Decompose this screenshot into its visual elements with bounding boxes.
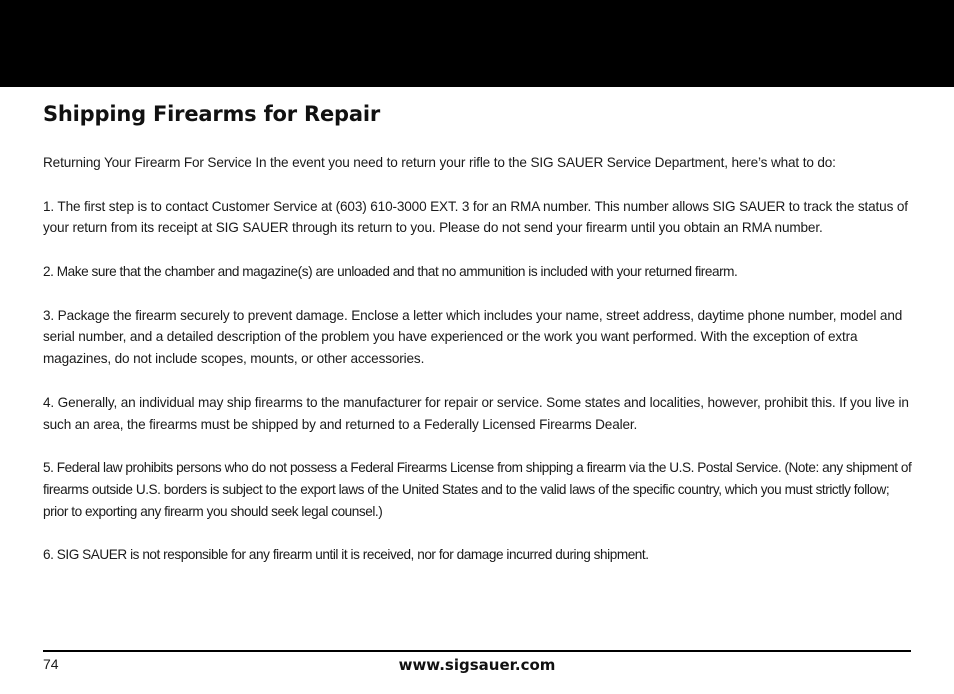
- step-5-paragraph: 5. Federal law prohibits persons who do not possess a Federal Firearms License from shipping a firearm via the U.S. Postal Service. (Note: any shipment of firearms outside U.S. borders is subject to the export laws of the United States and to the valid laws of the specific country, which you must strictly follow; prior to exporting any firearm you should seek legal counsel.): [43, 460, 912, 519]
- step-3-paragraph: 3. Package the firearm securely to prevent damage. Enclose a letter which includes your name, street address, daytime phone number, model and serial number, and a detailed description of the problem you have experienced or the work you want performed. With the exception of extra magazines, do not include scopes, mounts, or other accessories.: [43, 307, 903, 367]
- body-text: [43, 152, 913, 588]
- footer-divider: [43, 650, 911, 652]
- page-number: 74: [43, 656, 59, 672]
- page-title: Shipping Firearms for Repair: [43, 102, 380, 126]
- step-1-paragraph: 1. The first step is to contact Customer Service at (603) 610-3000 EXT. 3 for an RMA number. This number allows SIG SAUER to track the status of your return from its receipt at SIG SAUER through its return to you. Please do not send your firearm until you obtain an RMA number.: [43, 198, 908, 236]
- step-6-paragraph: 6. SIG SAUER is not responsible for any firearm until it is received, nor for damage incurred during shipment.: [43, 547, 649, 563]
- intro-paragraph: Returning Your Firearm For Service In the event you need to return your rifle to the SIG SAUER Service Department, here’s what to do:: [43, 155, 836, 170]
- header-band: [0, 0, 954, 87]
- footer-website-link[interactable]: www.sigsauer.com: [398, 656, 556, 674]
- step-4-paragraph: 4. Generally, an individual may ship firearms to the manufacturer for repair or service. Some states and localities, however, prohibit this. If you live in such an area, the firearms must be shipped by and returned to a Federally Licensed Firearms Dealer.: [43, 394, 909, 432]
- step-2-paragraph: 2. Make sure that the chamber and magazine(s) are unloaded and that no ammunition is included with your returned firearm.: [43, 263, 738, 279]
